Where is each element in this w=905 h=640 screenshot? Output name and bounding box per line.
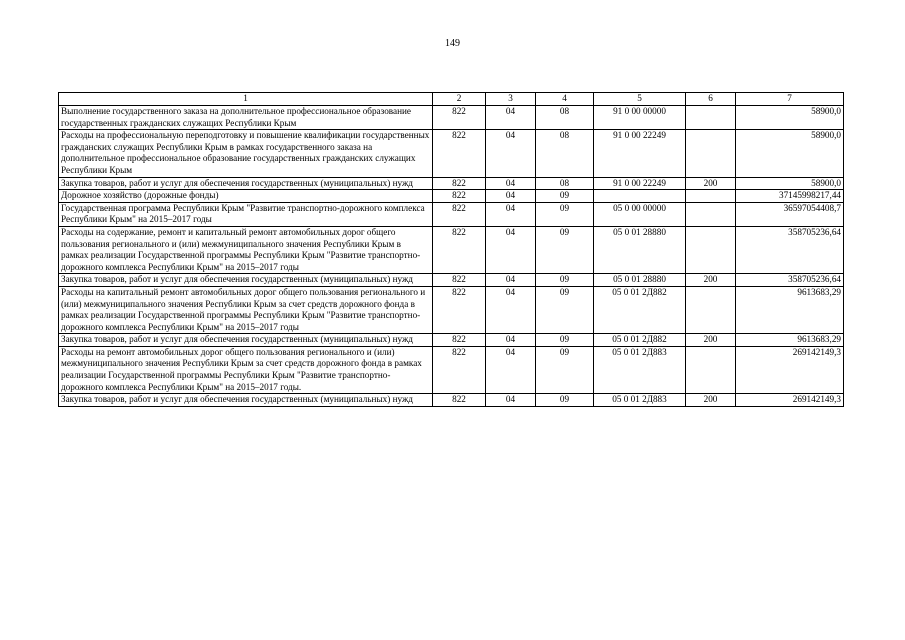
ministry-code-cell: 822 xyxy=(433,190,486,203)
ministry-code-cell: 822 xyxy=(433,334,486,347)
table-row xyxy=(59,334,844,347)
ministry-code-cell: 822 xyxy=(433,202,486,226)
table-row xyxy=(59,346,844,393)
subsection-code-cell: 09 xyxy=(536,202,594,226)
amount-cell: 58900,0 xyxy=(736,177,844,190)
target-article-cell: 05 0 01 28880 xyxy=(594,274,686,287)
target-article-cell: 05 0 01 28880 xyxy=(594,226,686,273)
header-cell: 7 xyxy=(736,93,844,106)
header-cell: 2 xyxy=(433,93,486,106)
section-code-cell: 04 xyxy=(486,226,536,273)
subsection-code-cell: 09 xyxy=(536,346,594,393)
target-article-cell: 05 0 00 00000 xyxy=(594,202,686,226)
expense-type-cell xyxy=(686,346,736,393)
expense-type-cell: 200 xyxy=(686,177,736,190)
target-article-cell: 05 0 01 2Д883 xyxy=(594,346,686,393)
ministry-code-cell: 822 xyxy=(433,177,486,190)
item-name-cell: Закупка товаров, работ и услуг для обеспечения государственных (муниципальных) нужд xyxy=(59,334,433,347)
header-cell: 5 xyxy=(594,93,686,106)
item-name-cell: Дорожное хозяйство (дорожные фонды) xyxy=(59,190,433,203)
expense-type-cell xyxy=(686,106,736,130)
amount-cell: 58900,0 xyxy=(736,106,844,130)
subsection-code-cell: 09 xyxy=(536,286,594,333)
subsection-code-cell: 08 xyxy=(536,106,594,130)
target-article-cell: 05 0 01 2Д883 xyxy=(594,394,686,407)
table-row xyxy=(59,130,844,177)
table-row xyxy=(59,226,844,273)
table-row xyxy=(59,394,844,407)
amount-cell: 37145998217,44 xyxy=(736,190,844,203)
subsection-code-cell: 09 xyxy=(536,190,594,203)
item-name-cell: Расходы на капитальный ремонт автомобильных дорог общего пользования регионального и (или) межмуниципального значения Республики Крым за счет средств дорожного фонда в рамках реализации Государственной программы Республики Крым "Развитие транспортно-дорожного комплекса Республики Крым" на 2015–2017 годы xyxy=(59,286,433,333)
expense-type-cell: 200 xyxy=(686,394,736,407)
ministry-code-cell: 822 xyxy=(433,130,486,177)
expense-type-cell: 200 xyxy=(686,334,736,347)
ministry-code-cell: 822 xyxy=(433,346,486,393)
header-cell: 4 xyxy=(536,93,594,106)
section-code-cell: 04 xyxy=(486,130,536,177)
item-name-cell: Закупка товаров, работ и услуг для обеспечения государственных (муниципальных) нужд xyxy=(59,274,433,287)
table-row xyxy=(59,177,844,190)
item-name-cell: Выполнение государственного заказа на дополнительное профессиональное образование государственных гражданских служащих Республики Крым xyxy=(59,106,433,130)
table-row xyxy=(59,202,844,226)
target-article-cell: 91 0 00 22249 xyxy=(594,130,686,177)
target-article-cell: 05 0 01 2Д882 xyxy=(594,334,686,347)
ministry-code-cell: 822 xyxy=(433,274,486,287)
expense-type-cell xyxy=(686,190,736,203)
expense-type-cell xyxy=(686,202,736,226)
table-row xyxy=(59,106,844,130)
amount-cell: 358705236,64 xyxy=(736,226,844,273)
amount-cell: 9613683,29 xyxy=(736,334,844,347)
subsection-code-cell: 09 xyxy=(536,394,594,407)
target-article-cell: 91 0 00 00000 xyxy=(594,106,686,130)
expense-type-cell xyxy=(686,286,736,333)
subsection-code-cell: 09 xyxy=(536,334,594,347)
item-name-cell: Закупка товаров, работ и услуг для обеспечения государственных (муниципальных) нужд xyxy=(59,177,433,190)
section-code-cell: 04 xyxy=(486,177,536,190)
section-code-cell: 04 xyxy=(486,394,536,407)
amount-cell: 58900,0 xyxy=(736,130,844,177)
item-name-cell: Расходы на ремонт автомобильных дорог общего пользования регионального и (или) межмуниципального значения Республики Крым за счет средств дорожного фонда в рамках реализации Государственной программы Республики Крым "Развитие транспортно-дорожного комплекса Республики Крым" на 2015–2017 годы. xyxy=(59,346,433,393)
section-code-cell: 04 xyxy=(486,274,536,287)
item-name-cell: Государственная программа Республики Крым "Развитие транспортно-дорожного комплекса Республики Крым" на 2015–2017 годы xyxy=(59,202,433,226)
header-row xyxy=(59,93,844,106)
ministry-code-cell: 822 xyxy=(433,394,486,407)
header-cell: 6 xyxy=(686,93,736,106)
subsection-code-cell: 08 xyxy=(536,177,594,190)
table-row xyxy=(59,286,844,333)
expense-type-cell: 200 xyxy=(686,274,736,287)
budget-table xyxy=(58,92,844,407)
section-code-cell: 04 xyxy=(486,190,536,203)
header-cell: 1 xyxy=(59,93,433,106)
section-code-cell: 04 xyxy=(486,286,536,333)
amount-cell: 269142149,3 xyxy=(736,346,844,393)
subsection-code-cell: 09 xyxy=(536,274,594,287)
amount-cell: 269142149,3 xyxy=(736,394,844,407)
amount-cell: 9613683,29 xyxy=(736,286,844,333)
expense-type-cell xyxy=(686,130,736,177)
page-number: 149 xyxy=(445,38,460,49)
item-name-cell: Расходы на профессиональную переподготовку и повышение квалификации государственных гражданских служащих Республики Крым в рамках государственного заказа на дополнительное профессиональное образование государственных гражданских служащих Республики Крым xyxy=(59,130,433,177)
table-row xyxy=(59,190,844,203)
amount-cell: 36597054408,7 xyxy=(736,202,844,226)
subsection-code-cell: 08 xyxy=(536,130,594,177)
subsection-code-cell: 09 xyxy=(536,226,594,273)
target-article-cell xyxy=(594,190,686,203)
ministry-code-cell: 822 xyxy=(433,106,486,130)
amount-cell: 358705236,64 xyxy=(736,274,844,287)
target-article-cell: 91 0 00 22249 xyxy=(594,177,686,190)
section-code-cell: 04 xyxy=(486,202,536,226)
target-article-cell: 05 0 01 2Д882 xyxy=(594,286,686,333)
item-name-cell: Закупка товаров, работ и услуг для обеспечения государственных (муниципальных) нужд xyxy=(59,394,433,407)
ministry-code-cell: 822 xyxy=(433,226,486,273)
section-code-cell: 04 xyxy=(486,106,536,130)
section-code-cell: 04 xyxy=(486,346,536,393)
expense-type-cell xyxy=(686,226,736,273)
header-cell: 3 xyxy=(486,93,536,106)
section-code-cell: 04 xyxy=(486,334,536,347)
table-row xyxy=(59,274,844,287)
item-name-cell: Расходы на содержание, ремонт и капитальный ремонт автомобильных дорог общего пользования регионального и (или) межмуниципального значения Республики Крым в рамках реализации Государственной программы Республики Крым "Развитие транспортно-дорожного комплекса Республики Крым" на 2015–2017 годы xyxy=(59,226,433,273)
ministry-code-cell: 822 xyxy=(433,286,486,333)
